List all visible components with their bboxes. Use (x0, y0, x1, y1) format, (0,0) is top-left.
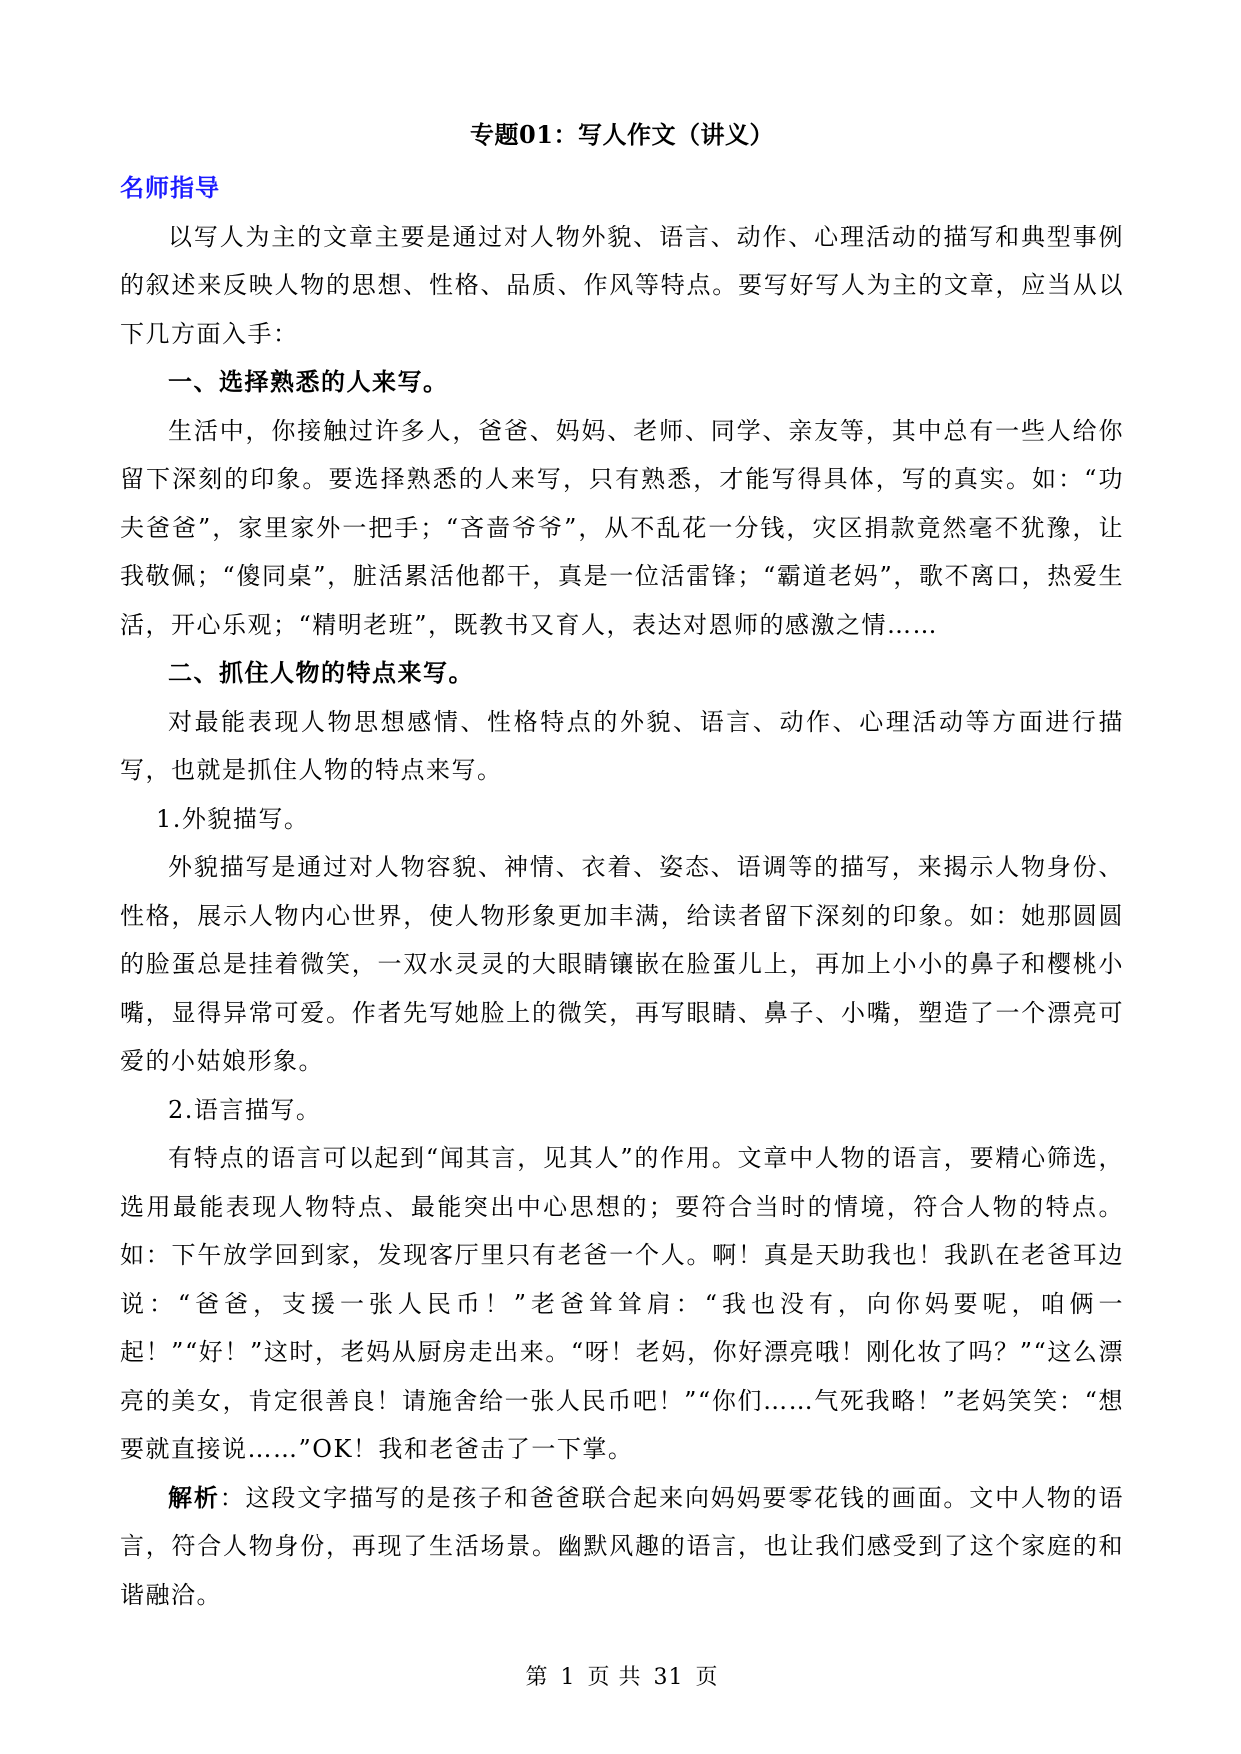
intro-paragraph: 以写人为主的文章主要是通过对人物外貌、语言、动作、心理活动的描写和典型事例的叙述来反映人物的思想、性格、品质、作风等特点。要写好写人为主的文章，应当从以下几方面入手： (120, 222, 1124, 348)
document-title: 专题01：写人作文（讲义） (470, 120, 774, 149)
sub1-paragraph: 外貌描写是通过对人物容貌、神情、衣着、姿态、语调等的描写，来揭示人物身份、性格，展示人物内心世界，使人物形象更加丰满，给读者留下深刻的印象。如：她那圆圆的脸蛋总是挂着微笑，一双水灵灵的大眼睛镶嵌在脸蛋儿上，再加上小小的鼻子和樱桃小嘴，显得异常可爱。作者先写她脸上的微笑，再写眼睛、鼻子、小嘴，塑造了一个漂亮可爱的小姑娘形象。 (120, 853, 1124, 1075)
analysis-text: ：这段文字描写的是孩子和爸爸联合起来向妈妈要零花钱的画面。文中人物的语言，符合人物身份，再现了生活场景。幽默风趣的语言，也让我们感受到了这个家庭的和谐融洽。 (120, 1483, 1125, 1609)
point2-paragraph: 对最能表现人物思想感情、性格特点的外貌、语言、动作、心理活动等方面进行描写，也就是抓住人物的特点来写。 (120, 707, 1124, 784)
document-body (120, 164, 1124, 1619)
section-heading: 名师指导 (120, 174, 220, 202)
document-page (120, 0, 1124, 1754)
footer-page-number: 1 (560, 1665, 576, 1690)
analysis-label: 解析 (168, 1482, 220, 1512)
sub2-paragraph: 有特点的语言可以起到“闻其言，见其人”的作用。文章中人物的语言，要精心筛选，选用最能表现人物特点、最能突出中心思想的；要符合当时的情境，符合人物的特点。如：下午放学回到家，发现客厅里只有老爸一个人。啊！真是天助我也！我趴在老爸耳边说：“爸爸，支援一张人民币！”老爸耸耸肩：“我也没有，向你妈要呢，咱俩一起！”“好！”这时，老妈从厨房走出来。“呀！老妈，你好漂亮哦！刚化妆了吗？”“这么漂亮的美女，肯定很善良！请施舍给一张人民币吧！”“你们……气死我略！”老妈笑笑：“想要就直接说……”OK！我和老爸击了一下掌。 (120, 1144, 1124, 1463)
sub1-heading: 1.外貌描写。 (156, 804, 310, 833)
footer-suffix: 页 (695, 1665, 719, 1690)
point2-heading: 二、抓住人物的特点来写。 (168, 658, 474, 687)
analysis-paragraph (120, 1474, 1124, 1620)
footer-prefix: 第 (525, 1665, 549, 1690)
footer-mid: 页 共 (587, 1665, 642, 1690)
point1-paragraph: 生活中，你接触过许多人，爸爸、妈妈、老师、同学、亲友等，其中总有一些人给你留下深刻的印象。要选择熟悉的人来写，只有熟悉，才能写得具体，写的真实。如：“功夫爸爸”，家里家外一把手；“吝啬爷爷”，从不乱花一分钱，灾区捐款竟然毫不犹豫，让我敬佩；“傻同桌”，脏活累活他都干，真是一位活雷锋；“霸道老妈”，歌不离口，热爱生活，开心乐观；“精明老班”，既教书又育人，表达对恩师的感激之情…… (120, 416, 1124, 639)
footer-total-pages: 31 (653, 1665, 684, 1690)
sub2-heading: 2.语言描写。 (168, 1095, 322, 1124)
page-footer (120, 1662, 1124, 1694)
point1-heading: 一、选择熟悉的人来写。 (168, 367, 449, 396)
